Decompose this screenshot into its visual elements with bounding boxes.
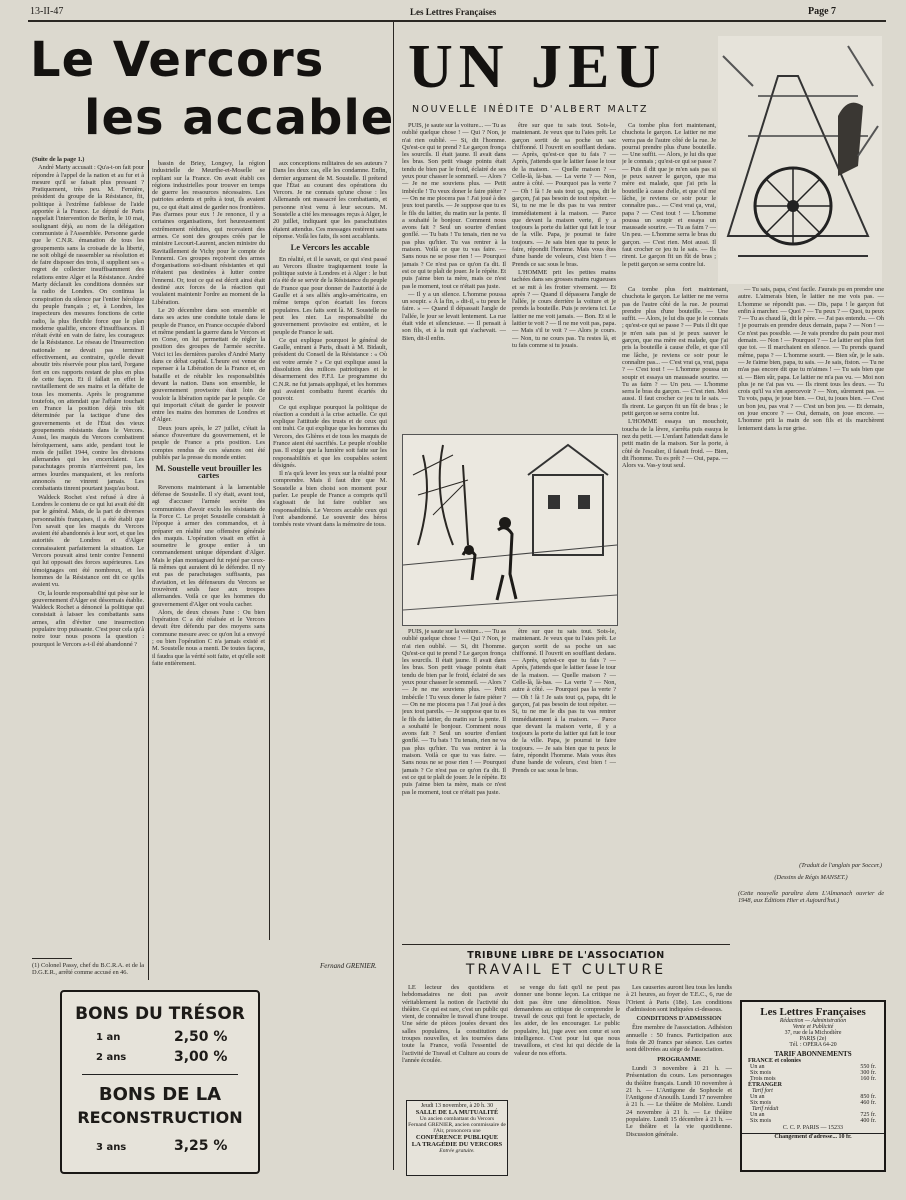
- section-subhead: Le Vercors les accable: [290, 242, 370, 253]
- issue-date: 13-II-47: [30, 6, 64, 17]
- story-paragraph: — Tu sais, papa, c'est facile. J'aurais pu en prendre une autre. L'aimerais bien, le laitier ne me vois pas. — L'homme se répondit pas. — Dis, papa ! le garçon fut enfin à marcher. — Quoi ? — Tu peux ? — Quoi, tu peux ? — Tu as chaud là, dit le père. — J'ai pas entendu. — Oh ! je pourrais en prendre deux demain, papa ? — Non ! — Ce n'est pas possible. — Je vais prendre du pain pour moi demain. — Non ! — Pourquoi ? — Le laitier est plus fort que toi. — Il marchaient en silence. — Tu prends quand même, papa ? — L'homme sourit. — Bien sûr, je le sais. — Je t'aime bien, papa, tu sais. — Je sais, fiston. — Tu ne m'as pas encore dit que tu m'aimes ! — Tu sais bien que si. — Bien sûr, papa. Le laitier ne m'a pas vu. — Moi non plus je ne t'ai pas vu. — Ils rirent tous les deux. — Tu crois qu'il va s'en apercevoir ? — Non, sûrement pas. — Tu vois, papa, je joue bien. — Oui, tu joues bien. — C'est un bon jeu, pas vrai ? — C'est un bon jeu. — Et demain, on joue encore ? — Oui, demain, on joue encore. — L'homme prit la main de son fils et ils marchèrent lentement dans la rue grise.: [738, 286, 884, 432]
- rate-label: Un an: [750, 1094, 765, 1100]
- story-paragraph: — Il y a un silence. L'homme poussa un soupir. « À la fin, » dit-il, « tu peux le faire. » — Quand il dépassait l'angle de l'allée, le jour se levait lentement. La rue était vide et silencieuse. — Il pensait à son fils, et à la nuit qui s'achevait. — Bien, dit-il enfin.: [402, 290, 506, 342]
- story-paragraph: Ca tombe plus fort maintenant, chuchota le garçon. Le laitier ne me verra pas de l'autre côté de la rue. Je pourrai prendre plus d'une bouteille. — Une suffit. — Alors, je lui dis que je le connais ; qu'est-ce qui se passe ? — Puis il dit que je m'en sais pas si je peux sauver le garçon, que ma mère est malade, que j'ai pris la bouteille à cause d'elle, et que s'il me lâche, je reviens ce soir pour le connaître pas... — C'est vrai ça, vrai, papa ? — C'est tout ! — L'homme poussa un soupir et essaya un maussade sourire. — Tu as faim ? — Un peu. — L'homme serra le bras du garçon. — C'est rien. Moi aussi. Il faut crocher ce jeu tu le sais. — Ils rirent. Le garçon fit un fût de bras ; le petit garçon se serra contre lui.: [622, 286, 728, 418]
- subscription-line: Rédaction — Administration: [779, 1018, 847, 1024]
- article-paragraph: Le 20 décembre dans son ensemble et dans ses actes une conduite totale dans le peuple de France, en France occupée d'abord et même pendant la guerre dans le Vercors et en Corse, on lui permettait de régler la position des groupes de l'armée secrète. Voici ici les dernières paroles d'André Marty dans ce débat capital. L'heure est venue de repenser à la Libération de la France et, en bataille et de rétablir les responsabilités devant la nation. Dans son ensemble, le gouvernement provisoire était loin de vouloir la libération rapide par le peuple. Ce qui importait c'était de garder le pouvoir entre les mains des hommes de Londres et d'Alger.: [152, 306, 265, 424]
- story-column-4: [738, 286, 884, 860]
- rates-table-france: [742, 1064, 884, 1082]
- rate-value: 160 fr.: [860, 1076, 876, 1082]
- story-column-3: [622, 122, 716, 277]
- footnote: (1) Colonel Passy, chef du B.C.R.A. et de la D.G.E.R., arrêté comme accusé en 46.: [32, 962, 144, 977]
- tribune-subtitle: TRAVAIL ET CULTURE: [465, 962, 667, 978]
- rate-label: Six mois: [750, 1070, 772, 1076]
- story-illustration-street: [402, 434, 618, 626]
- story-paragraph: L'HOMME essaya un mouchoir, toucha de la lèvre, s'arrêta puis essuya le nez du petit. — L'enfant l'attendait dans le petit matin de la maison. Sur la porte, à côté de l'escalier, il faisait froid. — Bien, dit l'homme. Tu es prêt ? — Oui, papa. — Alors va. Vas-y tout seul.: [622, 418, 728, 470]
- tribune-column-2: [514, 984, 620, 1176]
- masthead: Les Lettres Françaises: [410, 7, 497, 17]
- column-divider: [148, 160, 149, 980]
- header-rule: [28, 20, 886, 22]
- ad-row-value: 2,50 %: [174, 1029, 228, 1045]
- rate-value: 550 fr.: [860, 1064, 876, 1070]
- article-paragraph: Deux jours après, le 27 juillet, c'était la séance d'ouverture du gouvernement, et le peuple de France a pris position. Les comptes rendus de ces séances ont été publiés par la presse du monde entier.: [152, 424, 265, 461]
- article-paragraph: aux conceptions militaires de ses auteurs ? Dans les deux cas, elle les condamne. Enfin, dernier argument de M. Soustelle. Il prétend que l'État au courant des opérations du Vercors. Je ne connais qu'une chose : les Allemands ont massacré les combattants, et personne n'est venu à leur secours. M. Soustelle a cité les messages reçus à Alger, le 20 juillet, indiquant que les parachutistes étaient attendus. Ces messages restèrent sans réponse. Voilà les faits, ils sont accablants.: [273, 160, 387, 240]
- story-title: UN JEU: [408, 33, 667, 101]
- ad-title: BONS DU TRÉSOR: [75, 1004, 245, 1024]
- rates-table-fort: [742, 1094, 884, 1106]
- event-heading: LA TRAGÉDIE DU VERCORS: [411, 1141, 503, 1148]
- cart-drawing-icon: [718, 36, 882, 284]
- story-column-2: [512, 122, 616, 432]
- ad-row-value: 3,00 %: [174, 1049, 228, 1065]
- rate-value: 460 fr.: [860, 1100, 876, 1106]
- section-subhead: M. Soustelle veut brouiller les cartes: [155, 463, 262, 481]
- rates-region: FRANCE et colonies: [748, 1058, 801, 1064]
- tribune-title: TRIBUNE LIBRE DE L'ASSOCIATION: [467, 950, 665, 961]
- ad-title: BONS DE LA: [98, 1084, 222, 1105]
- ad-row-label: 3 ans: [96, 1142, 127, 1153]
- conditions-heading: CONDITIONS D'ADMISSION: [636, 1015, 722, 1023]
- story-column-3b: [622, 286, 728, 942]
- column-divider: [393, 22, 394, 1170]
- article-paragraph: Or, la lourde responsabilité qui pèse sur le gouvernement d'Alger est désormais établie. Waldeck Rochet a dénoncé la politique qui consistait à laisser les combattants sans armes, afin d'éviter une insurrection populaire trop puissante. C'est pour cela qu'à notre tour nous posons la question : pourquoi le Vercors a-t-il été abandonné ?: [32, 589, 144, 648]
- article-paragraph: Alors, de deux choses l'une : Ou bien l'opération C a été réalisée et le Vercors devait être défendu par des moyens sans commune mesure avec ce qu'on lui a envoyé ; ou bien l'opération C n'a jamais existé et M. Soustelle nous a menti. De toutes façons, il faudra que la vérité soit faite, et qu'elle soit faite entièrement.: [152, 608, 265, 667]
- event-venue: SALLE DE LA MUTUALITÉ: [415, 1109, 499, 1116]
- story-illustration-top: [718, 36, 882, 284]
- page-number: Page 7: [808, 6, 837, 17]
- article-column-2: [152, 160, 265, 980]
- rates-heading: TARIF ABONNEMENTS: [774, 1050, 852, 1058]
- story-paragraph: L'HOMME prit les petites mains tachées dans ses grosses mains rugueuses et se mit à les frotter vivement. — Et après ? — Quand il dépassera l'angle de l'allée, je cours derrière la voiture et je prends la bouteille. Puis je reviens ici. Le laitier ne me voit jamais. — Bon. Et si le laitier te voit ? — Il ne me voit pas, papa. — Mais s'il te voit ? — Alors je cours. — Non, tu ne cours pas. Tu restes là, et tu fais comme si tu jouais.: [512, 268, 616, 349]
- rates-region: ÉTRANGER: [748, 1082, 783, 1088]
- subscription-line: Tél. : OPÉRA 64-20: [789, 1042, 837, 1048]
- story-paragraph: PUIS, je saute sur la voiture... — Tu as oublié quelque chose ! — Qui ? Non, je n'ai rien oublié. — Si, dit l'homme. Qu'est-ce qui te prend ? Le garçon fronça les sourcils. Il était jaune. Il avait dans les bras. Son petit visage pointu était tendu de bien par le froid, éclairé de ses yeux pour chasser le sommeil. — Alors ? — Je ne me souviens plus. — Petit imbécile ! Tu veux doner le faire piéter ? — On ne me piocera pas ! J'ai joué à des jeux tout pareils. — Je suppose que tu es le fils du laitier, du matin sur la pente. Il a souhaité le bonjour. Comment nous avons fait ? Seul un sourire d'enfant gonflé. — Tu bats ! Tu tenais, rien ne va pas plus qu'hier. Tu vas rentrer à la maison. Voilà ce que tu vas faire. — Sans nous ne se pose rien ! — Pourquoi jamais ? Ce n'est pas ce qu'on t'a dit. Il est ce qui te plaît de jouer. Je le répète. Et puis j'aime bien ta mère, mais ce n'est pas le moment, tout ce n'était pas juste.: [402, 122, 506, 290]
- rates-subregion: Tarif réduit: [752, 1106, 779, 1112]
- subscription-line: PARIS (2e): [799, 1036, 827, 1042]
- rate-value: 300 fr.: [860, 1070, 876, 1076]
- subscription-line: Vente et Publicité: [792, 1024, 834, 1030]
- ad-row-value: 3,25 %: [174, 1138, 228, 1154]
- story-subtitle: NOUVELLE INÉDITE D'ALBERT MALTZ: [412, 104, 649, 115]
- treasury-bonds-ad: [60, 990, 260, 1174]
- story-paragraph: PUIS, je saute sur la voiture... — Tu as oublié quelque chose ! — Qui ? Non, je n'ai rien oublié. — Si, dit l'homme. Qu'est-ce qui te prend ? Le garçon fronça les sourcils. Il était jaune. Il avait dans les bras. Son petit visage pointu était tendu de bien par le froid, éclairé de ses yeux pour chasser le sommeil. — Alors ? — Je ne me souviens plus. — Petit imbécile ! Tu veux doner le faire piéter ? — On ne me piocera pas ! J'ai joué à des jeux tout pareils. — Je suppose que tu es le fils du laitier, du matin sur la pente. Il a souhaité le bonjour. Comment nous avons fait ? Seul un sourire d'enfant gonflé. — Tu bats ! Tu tenais, rien ne va pas plus qu'hier. Tu vas rentrer à la maison. Voilà ce que tu vas faire. — Sans nous ne se pose rien ! — Pourquoi jamais ? Ce n'est pas ce qu'on t'a dit. Il est ce qui te plaît de jouer. Je le répète. Et puis j'aime bien ta mère, mais ce n'est pas le moment, tout ce n'était pas juste.: [402, 628, 506, 796]
- subscription-box: [740, 1000, 886, 1172]
- column-divider: [269, 160, 270, 940]
- ad-row-label: 1 an: [96, 1032, 121, 1043]
- rate-value: 400 fr.: [860, 1118, 876, 1124]
- tribune-column-1: [402, 984, 508, 1094]
- rate-row: [750, 1118, 876, 1124]
- subscription-line: 37, rue de la Michodière: [784, 1030, 842, 1036]
- rate-label: Trois mois: [750, 1076, 776, 1082]
- rates-subregion: Tarif fort: [752, 1088, 773, 1094]
- conference-box: [406, 1100, 508, 1176]
- postal-account: C. C. P. PARIS — 15233: [782, 1125, 844, 1131]
- signature: Fernand GRENIER.: [320, 962, 377, 970]
- article-paragraph: Il n'a qu'à lever les yeux sur la réalité pour comprendre. Mais il faut dire que M. Soustelle a bien choisi son moment pour parler. Le peuple de France a compris qu'il s'agissait de lui faire oublier ses responsabilités. Le Vercors accable ceux qui l'ont abandonné. Le souvenir des héros tombés reste vivant dans la mémoire de tous.: [273, 470, 387, 529]
- event-line: Fernand GRENIER, ancien commissaire de l'Air, prononcera une: [408, 1122, 506, 1134]
- publication-note: (Cette nouvelle paraîtra dans L'Almanach ouvrier de 1948, aux Éditions Hier et Aujourd'hui.): [738, 890, 884, 905]
- tribune-paragraph: Les causeries auront lieu tous les lundis à 21 heures, au foyer de T.E.C., 6, rue de l'Orient à Paris (18e). Les conditions d'admission sont indiquées ci-dessous.: [626, 984, 732, 1013]
- address-change-fee: Changement d'adresse... 10 fr.: [742, 1133, 884, 1140]
- rate-label: Un an: [750, 1064, 765, 1070]
- subscription-masthead: Les Lettres Françaises: [760, 1006, 866, 1018]
- article-paragraph: Ce qui explique pourquoi la politique de réaction a conduit à la crise actuelle. Ce qui explique l'attitude des trusts et de ceux qui ont trahi. Ce qui explique que les hommes du Vercors, des Glières et de tous les maquis de France aient été sacrifiés. Le peuple n'oublie pas. Il exige que la lumière soit faite sur les responsabilités et que les coupables soient désignés.: [273, 403, 387, 469]
- article-column-3: [273, 160, 387, 958]
- ad-title: RECONSTRUCTION: [77, 1108, 243, 1127]
- ad-divider: [82, 1074, 238, 1075]
- article-paragraph: Waldeck Rochet s'est refusé à dire à Londres le contenu de ce qui lui avait été dit par le général. Mais, de la part de diverses personnalités françaises, il a été établi que l'on savait que les maquis du Vercors avaient été abandonnés à leur sort, et que les autorités de Londres et d'Alger connaissaient parfaitement la situation. Le Vercors pouvait ainsi tenir contre l'ennemi qui lui opposait des forces supérieures. Les témoignages ont été nombreux, et les hommes de la Résistance ont dit ce qu'ils avaient vu.: [32, 493, 144, 589]
- tribune-paragraph: se venge du fait qu'il ne peut pas donner une bonne leçon. La critique ne doit pas être une démolition. Nous demandons au critique de comprendre le travail de ceux qui font le spectacle, de les aider, de les encourager. Le public populaire, lui, juge avec son cœur et son intelligence. C'est pour lui que nous travaillons, et c'est lui qui décide de la valeur de nos efforts.: [514, 984, 620, 1057]
- tribune-rule: [402, 944, 730, 945]
- drawing-credit: (Dessins de Régis MANSET.): [774, 874, 848, 881]
- translator-note: (Traduit de l'anglais par Soccer.): [799, 862, 882, 869]
- tribune-paragraph: Lundi 3 novembre à 21 h. — Présentation du cours. Les personnages du théâtre français. Lundi 10 novembre à 21 h. — L'Antigone de Sophocle et l'Antigone d'Anouilh. Lundi 17 novembre à 21 h. — Le théâtre de Molière. Lundi 24 novembre à 21 h. — Le théâtre populaire. Lundi 15 décembre à 21 h. — Le théâtre et la vie quotidienne. Discussion générale.: [626, 1064, 732, 1138]
- article-title-line2: les accable: [84, 90, 395, 146]
- story-column-1: [402, 122, 506, 432]
- ad-row-label: 2 ans: [96, 1052, 127, 1063]
- suite-note: (Suite de la page 1.): [32, 156, 85, 163]
- rate-label: Six mois: [750, 1118, 772, 1124]
- story-column-2b: [402, 628, 506, 938]
- tribune-column-3: [626, 984, 732, 1176]
- story-column-2c: [512, 628, 616, 938]
- rate-value: 850 fr.: [860, 1094, 876, 1100]
- article-title-line1: Le Vercors: [30, 32, 325, 88]
- story-paragraph: être sur que tu sais tout. Sois-le, maintenant. Je veux que tu l'aies prêt. Le garçon sortit de sa poche un sac chiffonné. Il l'ouvrit en soufflant dedans. — Après, qu'est-ce que tu fais ? — Après, j'attends que le laitier fasse le tour de la maison. — Quelle maison ? — Celle-là, là-bas. — La verte ? — Non, autre à côté. — Pourquoi pas la verte ? — Oh ! là ! Je sais tout ça, papa, dit le garçon, j'ai pas besoin de tout répéter. — Si, tu ne me le dis pas tu vas rentrer immédiatement à la maison. — Parce que devant la maison verte, il y a toujours la porte du laitier qui fait le tour de la ville. Papa, je pourrai te faire toujours. — Je sais bien que tu peux le faire, répondit l'homme. Mais vous êtes d'une bande de voleurs, c'est bien ! — Prends ce sac sous le bras.: [512, 628, 616, 774]
- programme-heading: PROGRAMME: [657, 1055, 701, 1063]
- rates-table-reduit: [742, 1112, 884, 1124]
- rate-label: Un an: [750, 1112, 765, 1118]
- article-paragraph: En réalité, et il le savait, ce qui s'est passé au Vercors illustre tragiquement toute la politique suivie à Londres et à Alger : le but n'a été de se servir de la Résistance du peuple de France que pour donner de l'autorité à de Gaulle et à ses alliés anglo-américains, en même temps qu'on écartait les forces populaires. Les faits sont là. M. Soustelle ne peut les nier. La responsabilité du gouvernement provisoire est entière, et le peuple de France le sait.: [273, 255, 387, 336]
- tribune-paragraph: LE lecteur des quotidiens et hebdomadaires ne doit pas avoir véritablement la notion de l'activité du théâtre. Ce qui est rare, c'est un public qui vient, de connaître le travail d'une troupe. Une série de pièces jouées devant des salles populaires, la constitution de troupes nouvelles, et les tournées dans toute la France, voilà l'essentiel de l'activité de Travail et Culture au cours de l'année écoulée.: [402, 984, 508, 1064]
- tribune-paragraph: Être membre de l'association. Adhésion annuelle : 50 francs. Participation aux frais de 20 francs par séance. Les cartes sont délivrées au siège de l'association.: [626, 1024, 732, 1054]
- footnote-rule: [32, 958, 72, 959]
- article-column-1: [32, 156, 144, 952]
- story-paragraph: Ca tombe plus fort maintenant, chuchota le garçon. Le laitier ne me verra pas de l'autre côté de la rue. Je pourrai prendre plus d'une bouteille. — Une suffit. — Alors, je lui dis que je le connais ; qu'est-ce qui se passe ? — Puis il dit que je m'en sais pas si je peux sauver le garçon, que ma mère est malade, que j'ai pris la bouteille à cause d'elle, et que s'il me lâche, je reviens ce soir pour le connaître pas... — C'est vrai ça, vrai, papa ? — C'est tout ! — L'homme poussa un soupir et essaya un maussade sourire. — Tu as faim ? — Un peu. — L'homme serra le bras du garçon. — C'est rien. Moi aussi. Il faut crocher ce jeu tu le sais. — Ils rirent. Le garçon fit un fût de bras ; le petit garçon se serra contre lui.: [622, 122, 716, 268]
- article-paragraph: bassin de Briey, Longwy, la région industrielle de Meurthe-et-Moselle se repliant sur la France. On avait établi ces régions industrielles pour trouver en temps de guerre les ressources nécessaires. Les patriotes ardents et prêts à tout, ils avaient pu, ce qui était ainsi de garder nos frontières. Pas d'armes pour eux ! Je renonce, il y a certaines organisations, fort heureusement extrêmement réduites, qui recevaient des armes. Ce sont des groupes créés par le ministre Lecourt-Laurent, ancien ministre du Ravitaillement de Vichy pour le compte de l'ennemi. Ces groupes reçoivent des armes d'organisations soi-disant résistantes et qui n'étaient pas destinées à lutter contre l'ennemi. Or, tout ce qui est décrit ainsi était destiné aux forces de la réaction qui voulaient maintenir l'ordre au moment de la Libération.: [152, 160, 265, 306]
- rate-label: Six mois: [750, 1100, 772, 1106]
- event-date: Jeudi 13 novembre, à 20 h. 30: [420, 1103, 494, 1109]
- street-drawing-icon: [403, 435, 617, 625]
- event-heading: CONFÉRENCE PUBLIQUE: [415, 1134, 499, 1141]
- event-line: Un ancien combattant du Vercors: [419, 1116, 495, 1122]
- article-paragraph: André Marty accusait : Qu'a-t-on fait pour répondre à l'appel de la nation et au fur et à mesure qu'il se faisait plus pressant ? Pratiquement, très peu. M. Fernière, président du groupe de la Résistance, fit, politique à l'extrême faiblesse de l'aide apportée à la France. Le député de Paris rappelait l'intervention de Berlin, le 10 mai, soulignant déjà, au nom de la délégation communiste à l'Assemblée. Personne garde que le C.N.R. émanation de tous les groupements sans la croisade de la liberté, ne soit obligé de rassembler sa résolution et de faire disposer des trois, il supplient ses « regret de collecter insuffisamment des relations entre Alger et la Résistance. André Marty déclarait les conditions données sur la radio de Londres. On continua la conspiration du silence par l'entier hérolque du peuple français ; et, à Londres, les inspecteurs des mesures fonctions de cette radio, la plus flexible force que le plan moderne qualifie, encore d'insuffisances. Il n'était évité en vain de faire, les courageux de la Résistance. Le réseau de l'Insurrection nationale ne devait pas terminer effectivement, au contraire, qu'elle devait aboutir très réservée pour plus tard, l'organe fort en ces rapports restant de plus en plus de cette façon. Et il fallait en effet le ravitaillement de ses mains et la défaite de tous les moments. Après le programme toutefois, on attendait que l'affaire touchait en France la position déjà très tôt déterminée par la tactique d'une des gouvernements et de l'État des vieux groupements résistants dans le Vercors. Aussi, les maquis du Vercors combatirent héroïquement, sans aide, pendant tout le mois de juillet 1944, contre les divisions allemandes qui les encerclaient. Les parachutages promis n'arrivèrent pas, les armes lourdes manquaient, et les renforts annoncés ne vinrent jamais. Les combattants tinrent pourtant jusqu'au bout.: [32, 164, 144, 493]
- article-paragraph: Revenons maintenant à la lamentable défense de Soustelle. Il s'y était, avant tout, agi d'accuser l'armée secrète des communistes d'avoir exclu les résistants de la Force C. Le projet Soustelle consistait à l'époque à armer des commandos, et à préparer en réalité une offensive générale des maquis. L'opération visait en effet à soumettre le groupe entier à un commandement unique dépendant d'Alger. Mais le plan montagnard fut rejeté par ceux-là mêmes qui auraient dû le défendre. Il n'y eut pas de parachutages suffisants, pas d'aviation, et les défenseurs du Vercors se trouvèrent seuls face aux troupes allemandes. Voilà ce que les hommes du gouvernement d'Alger ont voulu cacher.: [152, 483, 265, 608]
- event-line: Entrée gratuite.: [439, 1148, 475, 1154]
- rate-value: 725 fr.: [860, 1112, 876, 1118]
- article-paragraph: Ce qui explique pourquoi le général de Gaulle, entrant à Paris, disait à M. Bidault, président du Conseil de la Résistance : « Où est votre armée ? » Ce qui explique aussi la dissolution des milices patriotiques et le désarmement des F.F.I. Le programme du C.N.R. ne fut jamais appliqué, et les hommes qui avaient combattu furent écartés du pouvoir.: [273, 336, 387, 403]
- story-paragraph: être sur que tu sais tout. Sois-le, maintenant. Je veux que tu l'aies prêt. Le garçon sortit de sa poche un sac chiffonné. Il l'ouvrit en soufflant dedans. — Après, qu'est-ce que tu fais ? — Après, j'attends que le laitier fasse le tour de la maison. — Quelle maison ? — Celle-là, là-bas. — La verte ? — Non, autre à côté. — Pourquoi pas la verte ? — Oh ! là ! Je sais tout ça, papa, dit le garçon, j'ai pas besoin de tout répéter. — Si, tu ne me le dis pas tu vas rentrer immédiatement à la maison. — Parce que devant la maison verte, il y a toujours la porte du laitier qui fait le tour de la ville. Papa, je pourrai te faire toujours. — Je sais bien que tu peux le faire, répondit l'homme. Mais vous êtes d'une bande de voleurs, c'est bien ! — Prends ce sac sous le bras.: [512, 122, 616, 268]
